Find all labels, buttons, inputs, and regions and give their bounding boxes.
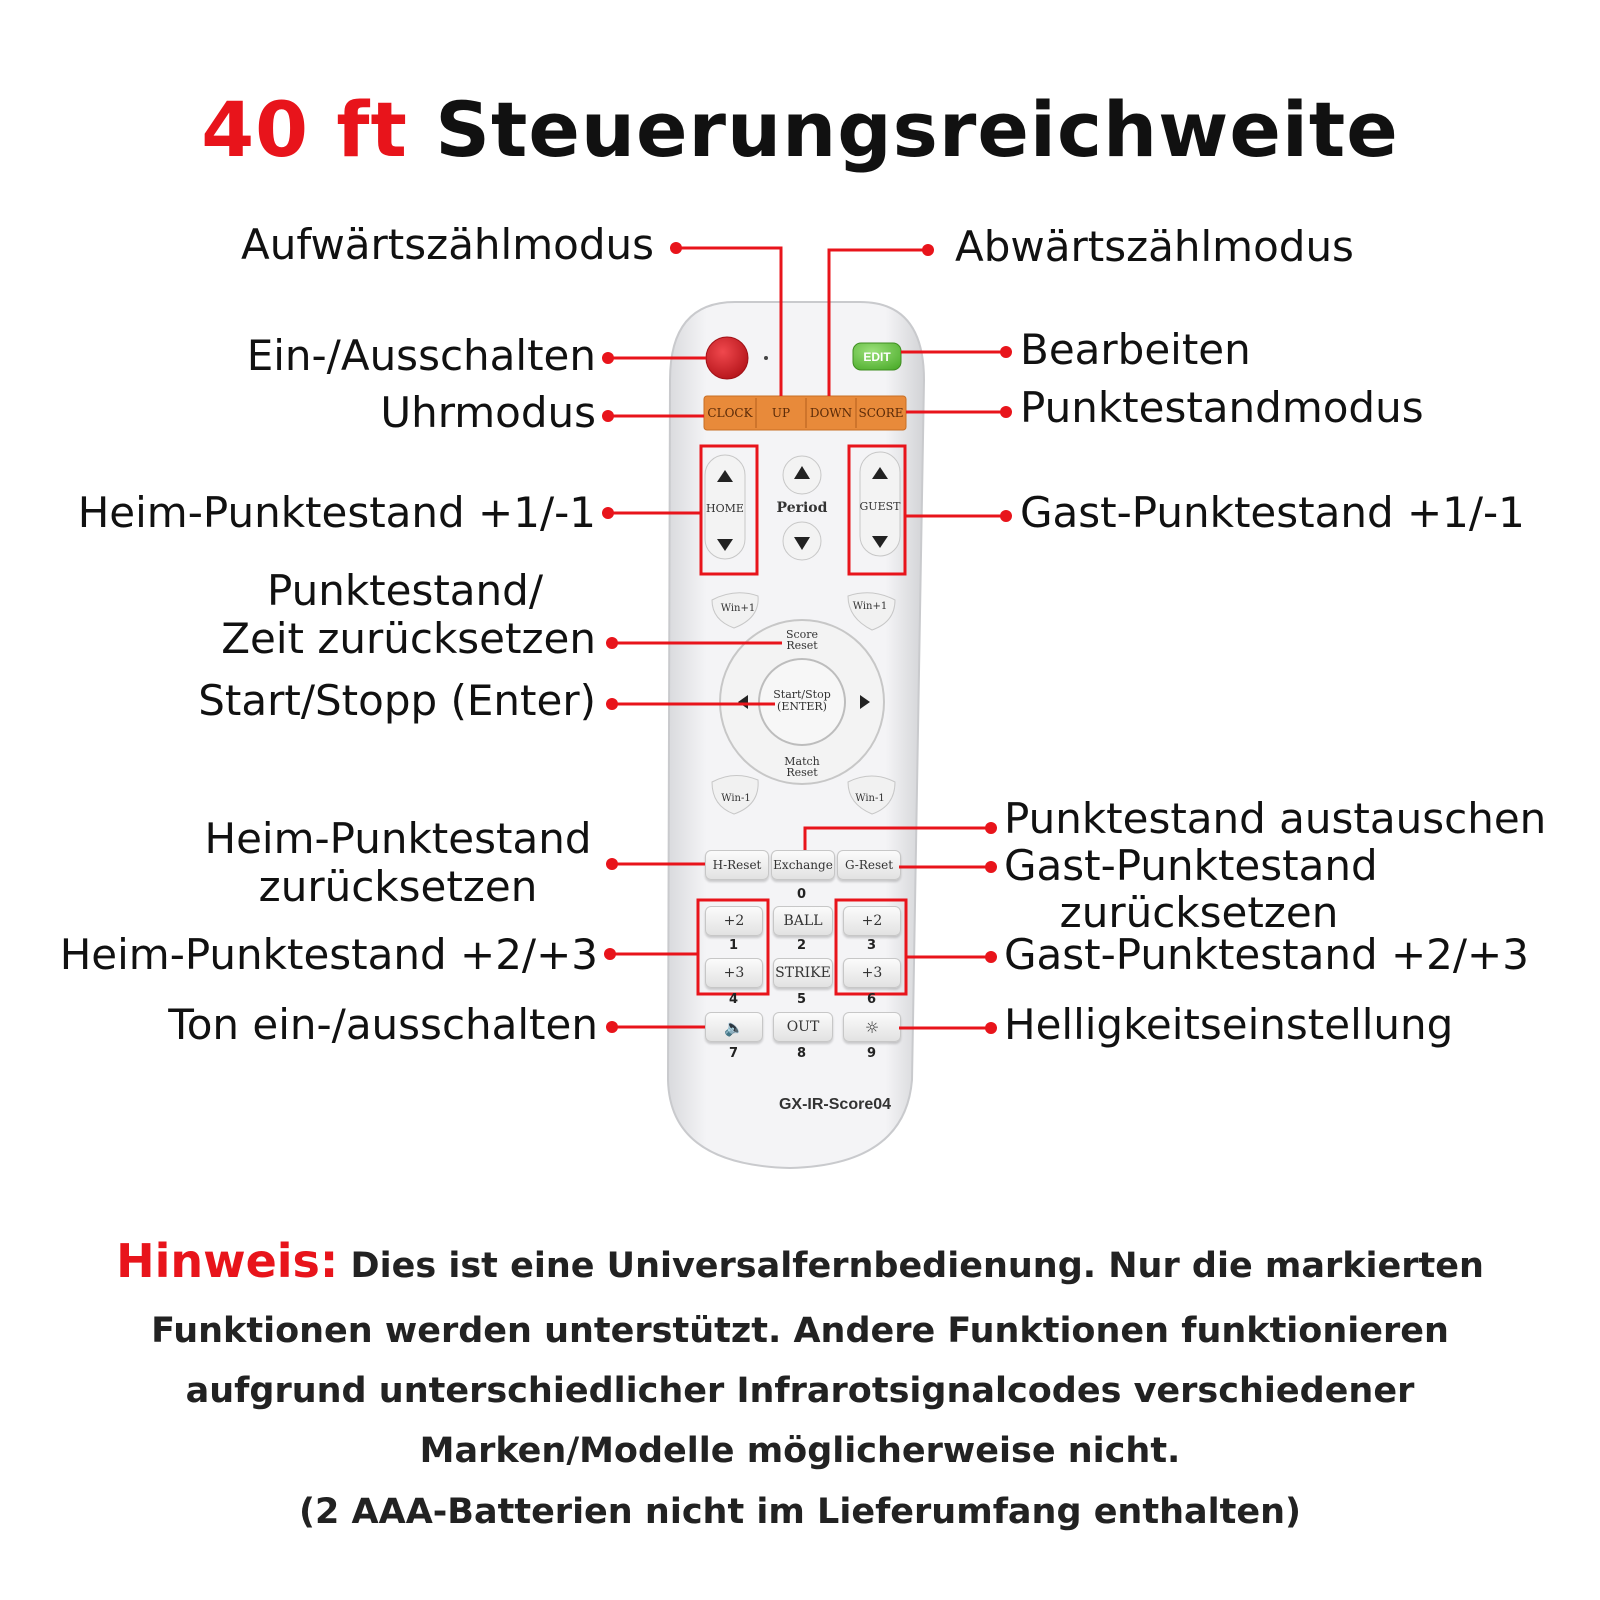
- label-guest-p23: Gast-Punktestand +2/+3: [1004, 930, 1529, 979]
- label-score-mode: Punktestandmodus: [1020, 383, 1424, 432]
- label-up-mode: Aufwärtszählmodus: [241, 220, 654, 269]
- sun-icon: ☼: [864, 1017, 880, 1037]
- strike-button[interactable]: STRIKE: [773, 958, 833, 988]
- key-number-1: 1: [729, 938, 739, 953]
- label-guest-reset-line2: zurücksetzen: [1059, 888, 1339, 937]
- label-home-p23: Heim-Punktestand +2/+3: [59, 930, 598, 979]
- note-highlight: Hinweis:: [116, 1234, 339, 1288]
- guest-plus2-button[interactable]: +2: [843, 906, 901, 936]
- note-batteries: (2 AAA-Batterien nicht im Lieferumfang enthalten): [298, 1491, 1301, 1532]
- label-power: Ein-/Ausschalten: [246, 331, 596, 380]
- key-number-2: 2: [797, 938, 807, 953]
- ball-button[interactable]: BALL: [773, 906, 833, 936]
- out-button[interactable]: OUT: [773, 1012, 833, 1042]
- home-plus3-button[interactable]: +3: [705, 958, 763, 988]
- note-text: Dies ist eine Universalfernbedienung. Nur die markierten Funktionen werden unterstützt. Andere Funktionen funktionieren aufgrund unterschiedlicher Infrarotsignalcodes verschiedener Marken/Modelle möglicherweise nicht.: [151, 1246, 1484, 1472]
- label-start-stop: Start/Stopp (Enter): [198, 676, 596, 725]
- label-home-pm1: Heim-Punktestand +1/-1: [77, 488, 596, 537]
- label-guest-reset-line1: Gast-Punktestand: [1004, 841, 1378, 890]
- guest-plus3-button[interactable]: +3: [843, 958, 901, 988]
- key-number-0: 0: [797, 887, 807, 902]
- key-number-8: 8: [797, 1046, 807, 1061]
- score-button[interactable]: SCORE: [858, 406, 904, 420]
- leader-exchange: [805, 828, 991, 850]
- edit-button[interactable]: EDIT: [863, 349, 891, 364]
- label-sound: Ton ein-/ausschalten: [168, 1000, 598, 1049]
- period-label: Period: [776, 500, 828, 516]
- leader-up-mode: [676, 248, 781, 396]
- key-number-5: 5: [797, 992, 807, 1007]
- title-text: Steuerungsreichweite: [435, 85, 1399, 174]
- h-reset-button[interactable]: H-Reset: [705, 850, 769, 880]
- label-home-reset-line1: Heim-Punktestand: [204, 814, 592, 863]
- key-number-3: 3: [867, 938, 877, 953]
- start-stop-button[interactable]: Start/Stop (ENTER): [773, 688, 831, 713]
- home-button-label[interactable]: HOME: [706, 501, 744, 515]
- speaker-icon: 🔈: [724, 1017, 744, 1037]
- win-minus-home[interactable]: Win-1: [721, 792, 751, 804]
- guest-button-label[interactable]: GUEST: [859, 499, 901, 513]
- clock-button[interactable]: CLOCK: [707, 406, 753, 420]
- label-clock-mode: Uhrmodus: [380, 388, 596, 437]
- label-reset-line1: Punktestand/: [267, 566, 543, 615]
- home-plus2-button[interactable]: +2: [705, 906, 763, 936]
- win-plus-home[interactable]: Win+1: [720, 602, 756, 614]
- key-number-6: 6: [867, 992, 877, 1007]
- leader-down-mode: [829, 250, 928, 396]
- note-paragraph: [80, 1222, 1520, 1542]
- up-button[interactable]: UP: [771, 406, 791, 420]
- label-down-mode: Abwärtszählmodus: [955, 222, 1354, 271]
- label-reset-line2: Zeit zurücksetzen: [221, 614, 596, 663]
- title-highlight: 40 ft: [201, 85, 408, 174]
- key-number-4: 4: [729, 992, 739, 1007]
- label-home-reset-line2: zurücksetzen: [258, 862, 538, 911]
- label-exchange: Punktestand austauschen: [1004, 794, 1547, 843]
- score-reset-button[interactable]: Score Reset: [785, 628, 819, 652]
- g-reset-button[interactable]: G-Reset: [837, 850, 901, 880]
- label-brightness: Helligkeitseinstellung: [1004, 1000, 1454, 1049]
- exchange-button[interactable]: Exchange: [771, 850, 835, 880]
- match-reset-button[interactable]: Match Reset: [784, 755, 820, 779]
- key-number-9: 9: [867, 1046, 877, 1061]
- model-number: GX-IR-Score04: [778, 1096, 892, 1113]
- label-guest-pm1: Gast-Punktestand +1/-1: [1020, 488, 1525, 537]
- key-number-7: 7: [729, 1046, 739, 1061]
- win-minus-guest[interactable]: Win-1: [855, 792, 885, 804]
- label-edit: Bearbeiten: [1020, 325, 1251, 374]
- down-button[interactable]: DOWN: [809, 406, 853, 420]
- win-plus-guest[interactable]: Win+1: [852, 600, 888, 612]
